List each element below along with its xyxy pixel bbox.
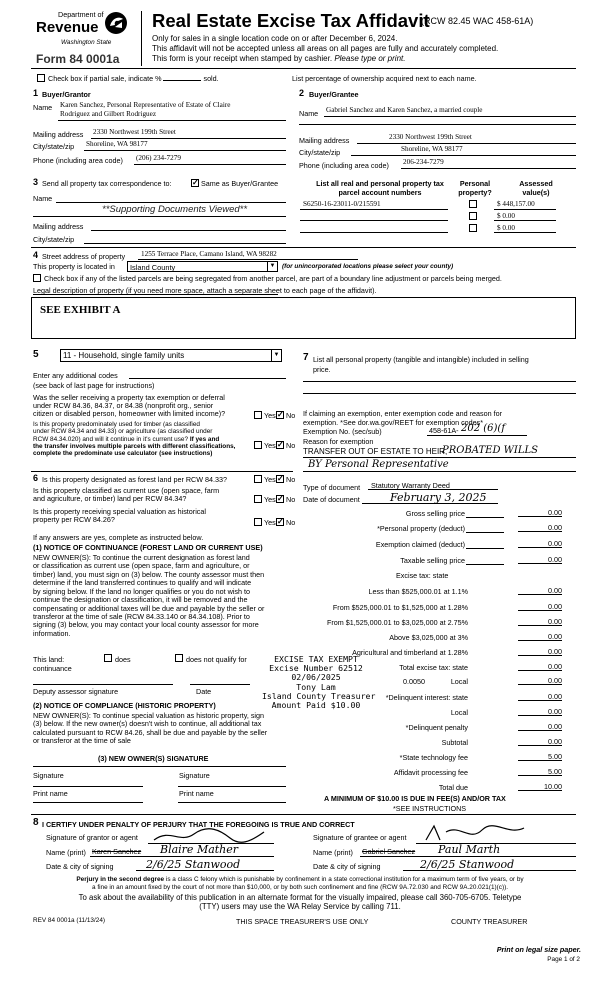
- additional-codes-label: Enter any additional codes: [33, 371, 118, 380]
- grantor-name-handwritten[interactable]: Blaire Mather: [160, 843, 239, 856]
- grantee-date-value[interactable]: 2/6/25 Stanwood: [420, 858, 515, 871]
- alternate-format-notice: To ask about the availability of this publication in an alternate format for the visually impaired, please call 360-705-6705. Teletype (TTY) users may use the WA Relay Service by calling 711.: [78, 893, 522, 912]
- q-historic-no-label: No: [286, 518, 296, 527]
- grantor-name-line2[interactable]: Rodriguez and Gilbert Rodriguez: [60, 110, 157, 118]
- sec3-name-label: Name: [33, 194, 53, 203]
- q-timber-no-label: No: [286, 441, 296, 450]
- bracket-3-label: From $1,525,000.01 to $3,025,000 at 2.75%: [326, 618, 468, 627]
- form-number: Form 84 0001a: [36, 52, 120, 66]
- land-use-select[interactable]: [60, 349, 282, 362]
- assessed-value-header: Assessed value(s): [519, 179, 553, 198]
- grantee-name-print-label: Name (print): [313, 848, 353, 857]
- section-8-number: 8: [33, 817, 39, 828]
- certify-statement: I CERTIFY UNDER PENALTY OF PERJURY THAT THE FOREGOING IS TRUE AND CORRECT: [42, 820, 355, 829]
- page-number: Page 1 of 2: [547, 956, 580, 963]
- grantor-phone-label: Phone (including area code): [33, 156, 123, 165]
- land-does-label: does: [115, 655, 131, 664]
- page-title: Real Estate Excise Tax Affidavit: [152, 10, 430, 31]
- section-2-number: 2: [299, 88, 305, 98]
- section-3-number: 3: [33, 177, 39, 187]
- gross-selling-price-label: Gross selling price: [405, 509, 465, 518]
- land-does-not-label: does not qualify for: [186, 655, 247, 664]
- delinquent-interest-state-label: *Delinquent interest: state: [385, 693, 468, 702]
- legal-paper-note: Print on legal size paper.: [496, 945, 581, 954]
- state-technology-fee-label: *State technology fee: [399, 753, 468, 762]
- land-does-checkbox[interactable]: [104, 654, 112, 662]
- parcel-2-value[interactable]: $ 0.00: [497, 212, 515, 220]
- doc-date-value[interactable]: February 3, 2025: [390, 491, 487, 504]
- total-excise-state-value[interactable]: 0.00: [518, 663, 562, 671]
- chevron-down-icon: ▼: [267, 262, 277, 271]
- owner-signature-label-2: Signature: [179, 771, 210, 780]
- section-1-number: 1: [33, 88, 39, 98]
- q-exemption-yes-label: Yes: [264, 411, 276, 420]
- total-excise-state-label: Total excise tax: state: [399, 663, 468, 672]
- q-historic-yes-label: Yes: [264, 518, 276, 527]
- chevron-down-icon: ▼: [271, 350, 281, 361]
- partial-sale-label: Check box if partial sale, indicate % sold.: [48, 74, 219, 83]
- q-forest-no-checkbox[interactable]: ✓: [277, 474, 284, 483]
- grantor-date-value[interactable]: 2/6/25 Stanwood: [146, 858, 241, 871]
- grantor-mailing-value[interactable]: 2330 Northwest 199th Street: [93, 128, 176, 136]
- current-use-question: Is this property classified as current use (open space, farm and agriculture, or timber) land per RCW 84.34?: [33, 486, 220, 504]
- see-back-note: (see back of last page for instructions): [33, 381, 155, 390]
- exemption-question: Was the seller receiving a property tax exemption or deferral under RCW 84.36, 84.37, or 84.38 (nonprofit org., senior citizen or disabled person, homeowner with limited income)?: [33, 393, 226, 419]
- deputy-date-label: Date: [196, 687, 212, 696]
- total-due-value[interactable]: 10.00: [518, 783, 562, 791]
- doc-date-label: Date of document: [303, 495, 360, 504]
- q-timber-yes-label: Yes: [264, 441, 276, 450]
- partial-sale-checkbox[interactable]: [37, 74, 45, 82]
- bracket-2-value[interactable]: 0.00: [518, 603, 562, 611]
- personal-property-header: Personal property?: [458, 179, 492, 198]
- grantee-mailing-value[interactable]: 2330 Northwest 199th Street: [389, 133, 472, 141]
- located-in-label: This property is located in: [33, 262, 115, 271]
- grantor-city-label: City/state/zip: [33, 142, 75, 151]
- grantee-city-label: City/state/zip: [299, 148, 341, 157]
- documents-viewed-stamp: **Supporting Documents Viewed**: [102, 204, 248, 215]
- local-tax-label: Local: [450, 677, 468, 686]
- street-label: Street address of property: [42, 252, 126, 261]
- grantee-name-value[interactable]: Gabriel Sanchez and Karen Sanchez, a married couple: [326, 106, 483, 114]
- local-tax-value[interactable]: 0.00: [518, 677, 562, 685]
- county-select-value: Island County: [130, 263, 176, 272]
- delinquent-penalty-value[interactable]: 0.00: [518, 723, 562, 731]
- taxable-selling-price-value[interactable]: 0.00: [518, 556, 562, 564]
- grantor-name-line1[interactable]: Karen Sanchez, Personal Representative of Estate of Claire: [60, 101, 231, 109]
- grantor-mailing-label: Mailing address: [33, 130, 84, 139]
- timber-question: Is this property predominately used for timber (as classified under RCW 84.34 and 84.33) or agriculture (as classified under RCW 84.34.020) and will it continue in it's current use? If yes and the transfer involves multiple parcels with different classifications, complete the predominate use calculator (see instructions): [33, 421, 236, 458]
- grantee-signature-label: Signature of grantee or agent: [313, 833, 407, 842]
- grantee-name-handwritten[interactable]: Paul Marth: [438, 843, 501, 856]
- taxable-selling-price-label: Taxable selling price: [400, 556, 465, 565]
- parcel-1-number[interactable]: S6250-16-23011-0/215591: [303, 200, 381, 208]
- grantee-phone-value[interactable]: 206-234-7279: [403, 158, 444, 166]
- grantor-phone-value[interactable]: (206) 234-7279: [136, 154, 181, 162]
- see-instructions-note: *SEE INSTRUCTIONS: [393, 804, 467, 813]
- local-rate[interactable]: 0.0050: [403, 677, 425, 686]
- grantor-name-label: Name: [33, 103, 53, 112]
- exemption-no-label: Exemption No. (sec/sub): [303, 427, 382, 436]
- land-does-not-checkbox[interactable]: [175, 654, 183, 662]
- total-due-label: Total due: [438, 783, 468, 792]
- personal-property-deduct-value[interactable]: 0.00: [518, 524, 562, 532]
- ownership-note: List percentage of ownership acquired next to each name.: [292, 74, 477, 83]
- grantee-name-typed[interactable]: Gabriel Sanchez: [362, 847, 416, 856]
- delinquent-interest-local-label: Local: [450, 708, 468, 717]
- sec3-mailing-label: Mailing address: [33, 222, 84, 231]
- legal-description-value[interactable]: SEE EXHIBIT A: [40, 304, 121, 316]
- delinquent-penalty-label: *Delinquent penalty: [405, 723, 468, 732]
- legal-description-label: Legal description of property (if you need more space, attach a separate sheet to each page of the affidavit).: [33, 286, 377, 295]
- bracket-2-label: From $525,000.01 to $1,525,000 at 1.28%: [332, 603, 468, 612]
- unincorporated-note: (for unincorporated locations please select your county): [282, 263, 454, 270]
- dept-line2: Revenue: [36, 19, 99, 36]
- grantor-name-typed[interactable]: Karen Sanchez: [92, 847, 142, 856]
- reason-handwritten-2[interactable]: BY Personal Representative: [308, 459, 449, 470]
- correspondence-label: Send all property tax correspondence to:: [42, 179, 172, 188]
- q-exemption-no-label: No: [286, 411, 296, 420]
- notice-continuance-title: (1) NOTICE OF CONTINUANCE (FOREST LAND OR CURRENT USE): [33, 543, 263, 552]
- header-line2: This affidavit will not be accepted unless all areas on all pages are fully and accurately completed.: [152, 44, 499, 53]
- grantor-signature-label: Signature of grantor or agent: [46, 833, 138, 842]
- parcel-1-personal-checkbox[interactable]: [469, 200, 477, 208]
- grantee-city-value[interactable]: Shoreline, WA 98177: [401, 145, 463, 153]
- reason-handwritten-1[interactable]: PROBATED WILLS: [442, 445, 539, 456]
- parcel-3-value[interactable]: $ 0.00: [497, 224, 515, 232]
- bracket-1-label: Less than $525,000.01 at 1.1%: [368, 587, 468, 596]
- state-technology-fee-value[interactable]: 5.00: [518, 753, 562, 761]
- dept-line1: Department of: [58, 10, 104, 19]
- delinquent-interest-state-value[interactable]: 0.00: [518, 693, 562, 701]
- section-7-number: 7: [303, 352, 309, 363]
- section-1-title: Buyer/Grantor: [42, 90, 91, 99]
- revision-number: REV 84 0001a (11/13/24): [33, 917, 106, 924]
- q-forest-yes-checkbox[interactable]: [254, 475, 262, 483]
- section-6-number: 6: [33, 473, 39, 483]
- grantor-date-label: Date & city of signing: [46, 862, 114, 871]
- notice-compliance-body: NEW OWNER(S): To continue special valuation as historic property, sign (3) below. If the new owner(s) doesn't wish to continue, all additional tax calculated pursuant to RCW 84.26, shall be due and payable by the seller or transferor at the time of sale: [33, 711, 268, 746]
- header-line3: This form is your receipt when stamped by cashier. Please type or print.: [152, 54, 406, 63]
- section-4-number: 4: [33, 250, 39, 260]
- grantee-name-label: Name: [299, 109, 319, 118]
- grantor-city-value[interactable]: Shoreline, WA 98177: [86, 140, 148, 148]
- parcel-1-value[interactable]: $ 448,157.00: [497, 200, 535, 208]
- parcel-2-personal-checkbox[interactable]: [469, 212, 477, 220]
- parcel-header: List all real and personal property tax parcel account numbers: [316, 179, 444, 198]
- exemption-claimed-label: Exemption claimed (deduct): [375, 540, 465, 549]
- new-owner-signature-title: (3) NEW OWNER(S) SIGNATURE: [98, 754, 209, 763]
- section-5-number: 5: [33, 349, 39, 360]
- owner-signature-label-1: Signature: [33, 771, 64, 780]
- excise-exempt-stamp: EXCISE TAX EXEMPT Excise Number 62512 02/06/2025 Tony Lam Island County Treasurer Amount Paid $10.00: [262, 654, 376, 710]
- bracket-5-value[interactable]: 0.00: [518, 648, 562, 656]
- county-select[interactable]: [127, 261, 278, 272]
- q-current-use-no-checkbox[interactable]: ✓: [277, 494, 284, 503]
- same-as-grantee-label: Same as Buyer/Grantee: [201, 179, 279, 188]
- this-land-label: This land: continuance: [33, 655, 72, 673]
- reason-typed[interactable]: TRANSFER OUT OF ESTATE TO HEIR,: [303, 447, 448, 456]
- grantee-phone-label: Phone (including area code): [299, 161, 389, 170]
- dor-logo-icon: [104, 11, 128, 35]
- excise-tax-state-heading: Excise tax: state: [396, 571, 449, 580]
- q-historic-no-checkbox[interactable]: ✓: [277, 517, 284, 526]
- q-exemption-no-checkbox[interactable]: ✓: [277, 410, 284, 419]
- personal-property-deduct-label: *Personal property (deduct): [377, 524, 465, 533]
- sec3-city-label: City/state/zip: [33, 235, 75, 244]
- q-current-use-no-label: No: [286, 495, 296, 504]
- rcw-reference: (RCW 82.45 WAC 458-61A): [421, 16, 534, 26]
- affidavit-fee-label: Affidavit processing fee: [393, 768, 468, 777]
- subtotal-value[interactable]: 0.00: [518, 738, 562, 746]
- bracket-1-value[interactable]: 0.00: [518, 587, 562, 595]
- if-any-yes-note: If any answers are yes, complete as instructed below.: [33, 533, 204, 542]
- owner-print-name-label-1: Print name: [33, 789, 68, 798]
- q-exemption-yes-checkbox[interactable]: [254, 411, 262, 419]
- minimum-due-note: A MINIMUM OF $10.00 IS DUE IN FEE(S) AND/OR TAX: [324, 794, 506, 803]
- affidavit-fee-value[interactable]: 5.00: [518, 768, 562, 776]
- deputy-assessor-label: Deputy assessor signature: [33, 687, 119, 696]
- grantee-date-label: Date & city of signing: [313, 862, 381, 871]
- section-2-title: Buyer/Grantee: [309, 90, 359, 99]
- bracket-4-value[interactable]: 0.00: [518, 633, 562, 641]
- q-current-use-yes-label: Yes: [264, 495, 276, 504]
- treasurer-use-only: THIS SPACE TREASURER'S USE ONLY: [236, 917, 369, 926]
- notice-compliance-title: (2) NOTICE OF COMPLIANCE (HISTORIC PROPERTY): [33, 701, 216, 710]
- dept-line3: Washington State: [61, 39, 112, 46]
- q-historic-yes-checkbox[interactable]: [254, 518, 262, 526]
- county-treasurer-label: COUNTY TREASURER: [451, 917, 528, 926]
- segregated-checkbox[interactable]: [33, 274, 41, 282]
- q-timber-no-checkbox[interactable]: ✓: [277, 440, 284, 449]
- q-forest-no-label: No: [286, 475, 296, 484]
- same-as-grantee-checkbox[interactable]: ✓: [192, 178, 199, 187]
- grantee-mailing-label: Mailing address: [299, 136, 350, 145]
- q-current-use-yes-checkbox[interactable]: [254, 495, 262, 503]
- street-value[interactable]: 1255 Terrace Place, Camano Island, WA 98282: [141, 250, 277, 258]
- reason-label: Reason for exemption: [303, 437, 374, 446]
- perjury-notice: Perjury in the second degree is a class C felony which is punishable by confinement in a state correctional institution for a maximum term of five years, or by a fine in an amount fixed by the court of not more than $10,000, or by both such confinement and fine (RCW 9A.72.030 and RCW 9A.20.021(1)(c)).: [76, 876, 524, 891]
- subtotal-label: Subtotal: [441, 738, 468, 747]
- segregated-label: Check box if any of the listed parcels are being segregated from another parcel, are part of a boundary line adjustment or parcels being merged.: [44, 274, 502, 283]
- forest-question: Is this property designated as forest land per RCW 84.33?: [42, 475, 227, 484]
- header-line1: Only for sales in a single location code on or after December 6, 2024.: [152, 34, 398, 43]
- exemption-no-handwritten[interactable]: 202 (6)(f: [461, 423, 506, 434]
- owner-print-name-label-2: Print name: [179, 789, 214, 798]
- doc-type-label: Type of document: [303, 483, 361, 492]
- parcel-3-personal-checkbox[interactable]: [469, 224, 477, 232]
- personal-property-prompt: List all personal property (tangible and intangible) included in selling price.: [313, 355, 529, 375]
- exemption-prompt: If claiming an exemption, enter exemption code and reason for exemption. *See dor.wa.gov/REET for exemption codes*: [303, 409, 502, 427]
- q-forest-yes-label: Yes: [264, 475, 276, 484]
- grantor-name-print-label: Name (print): [46, 848, 86, 857]
- land-use-select-value: 11 - Household, single family units: [63, 351, 185, 360]
- bracket-4-label: Above $3,025,000 at 3%: [389, 633, 468, 642]
- exemption-claimed-value[interactable]: 0.00: [518, 540, 562, 548]
- exemption-no-value[interactable]: 458-61A-: [429, 426, 459, 435]
- delinquent-interest-local-value[interactable]: 0.00: [518, 708, 562, 716]
- doc-type-value[interactable]: Statutory Warranty Deed: [371, 481, 450, 490]
- historic-question: Is this property receiving special valuation as historical property per RCW 84.26?: [33, 507, 206, 525]
- bracket-5-label: Agricultural and timberland at 1.28%: [352, 648, 468, 657]
- notice-continuance-body: NEW OWNER(S): To continue the current designation as forest land or classification as current use (open space, farm and agriculture, or timber) land, you must sign on (3) below. The county assessor must then determine if the land transferred continues to qualify and will indicate by signing below. If the land no longer qualifies or you do not wish to continue the designation or classification, it will be removed and the compensating or additional taxes will be due and payable by the seller or transferor at the time of sale (RCW 84.33.140 or 84.34.108). Prior to signing (3) below, you may contact your local county assessor for more information.: [33, 553, 265, 638]
- bracket-3-value[interactable]: 0.00: [518, 618, 562, 626]
- gross-selling-price-value[interactable]: 0.00: [518, 509, 562, 517]
- q-timber-yes-checkbox[interactable]: [254, 441, 262, 449]
